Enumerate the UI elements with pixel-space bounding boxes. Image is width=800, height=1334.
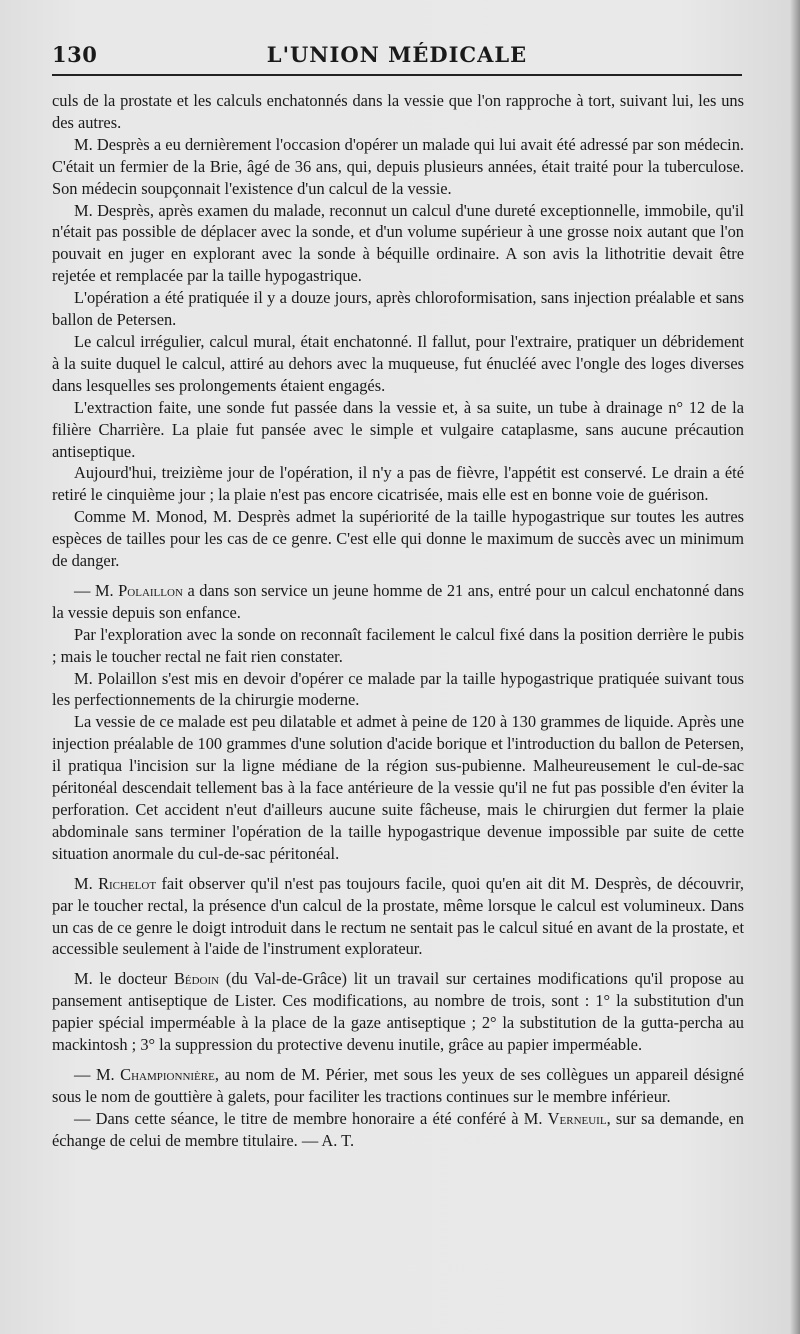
paragraph: — M. Polaillon a dans son service un jeune homme de 21 ans, entré pour un calcul enchatonné dans la vessie depuis son enfance. bbox=[52, 580, 744, 622]
speaker-name: Championnière bbox=[120, 1064, 215, 1084]
paragraph: M. Desprès a eu dernièrement l'occasion d'opérer un malade qui lui avait été adressé par son médecin. C'était un fermier de la Brie, âgé de 36 ans, qui, depuis plusieurs années, était traité pour la tuberculose. Son médecin soupçonnait l'existence d'un calcul de la vessie. bbox=[52, 134, 744, 198]
paragraph: M. Polaillon s'est mis en devoir d'opérer ce malade par la taille hypogastrique pratiquée suivant tous les perfectionnements de la chirurgie moderne. bbox=[52, 668, 744, 710]
paragraph: — M. Championnière, au nom de M. Périer, met sous les yeux de ses collègues un appareil désigné sous le nom de gouttière à galets, pour faciliter les tractions continues sur le membre inférieur. bbox=[52, 1064, 744, 1106]
paragraph: M. Richelot fait observer qu'il n'est pas toujours facile, quoi qu'en ait dit M. Desprès, de découvrir, par le toucher rectal, la présence d'un calcul de la prostate, même lorsque le calcul est volumineux. Dans un cas de ce genre le doigt introduit dans le rectum ne sentait pas le calcul situé en avant de la prostate, et accessible seulement à l'aide de l'instrument explorateur. bbox=[52, 873, 744, 959]
paragraph: culs de la prostate et les calculs enchatonnés dans la vessie que l'on rapproche à tort, suivant lui, les uns des autres. bbox=[52, 91, 744, 132]
paragraph: Le calcul irrégulier, calcul mural, était enchatonné. Il fallut, pour l'extraire, pratiquer un débridement à la suite duquel le calcul, attiré au dehors avec la muqueuse, fut énucléé avec l'ongle des loges diverses dans lesquelles ses prolongements étaient engagés. bbox=[52, 331, 744, 395]
paragraph: Comme M. Monod, M. Desprès admet la supériorité de la taille hypogastrique sur toutes les autres espèces de tailles pour les cas de ce genre. C'est elle qui donne le maximum de succès avec un minimum de danger. bbox=[52, 507, 744, 571]
paragraph: Par l'exploration avec la sonde on reconnaît facilement le calcul fixé dans la position derrière le pubis ; mais le toucher rectal ne fait rien constater. bbox=[52, 624, 744, 666]
speaker-name: Verneuil bbox=[547, 1108, 607, 1128]
speaker-name: Polaillon bbox=[118, 580, 183, 600]
paragraph: L'extraction faite, une sonde fut passée dans la vessie et, à sa suite, un tube à drainage n° 12 de la filière Charrière. La plaie fut pansée avec le simple et vulgaire cataplasme, sans aucune précaution antiseptique. bbox=[52, 397, 744, 461]
paragraph: — Dans cette séance, le titre de membre honoraire a été conféré à M. Verneuil, sur sa demande, en échange de celui de membre titulaire. — A. T. bbox=[52, 1108, 744, 1150]
header-rule bbox=[52, 74, 742, 76]
page-edge-shadow bbox=[790, 0, 800, 1334]
paragraph: M. Desprès, après examen du malade, reconnut un calcul d'une dureté exceptionnelle, immobile, qu'il n'était pas possible de déplacer avec la sonde, et d'un volume supérieur à une grosse noix autant que l'on pouvait en juger en explorant avec la sonde à béquille ordinaire. A son avis la lithotritie devait être rejetée et remplacée par la taille hypogastrique. bbox=[52, 200, 744, 286]
paragraph: M. le docteur Bédoin (du Val-de-Grâce) lit un travail sur certaines modifications qu'il propose au pansement antiseptique de Lister. Ces modifications, au nombre de trois, sont : 1° la substitution d'un papier spécial imperméable à la place de la gaze antiseptique ; 2° la substitution de la gutta-percha au mackintosh ; 3° la suppression du protective devenu inutile, grâce au papier imperméable. bbox=[52, 969, 744, 1055]
page-number: 130 bbox=[52, 42, 98, 67]
article-body bbox=[52, 90, 744, 1152]
page-header bbox=[52, 38, 742, 70]
running-title: L'UNION MÉDICALE bbox=[266, 42, 528, 67]
speaker-name: Bédoin bbox=[173, 969, 220, 989]
paragraph: Aujourd'hui, treizième jour de l'opération, il n'y a pas de fièvre, l'appétit est conservé. Le drain a été retiré le cinquième jour ; la plaie n'est pas encore cicatrisée, mais elle est en bonne voie de guérison. bbox=[52, 463, 744, 505]
paragraph: L'opération a été pratiquée il y a douze jours, après chloroformisation, sans injection préalable et sans ballon de Petersen. bbox=[52, 288, 744, 330]
paragraph: La vessie de ce malade est peu dilatable et admet à peine de 120 à 130 grammes de liquide. Après une injection préalable de 100 grammes d'une solution d'acide borique et l'introduction du ballon de Petersen, il pratiqua l'incision sur la ligne médiane de la région sus-pubienne. Malheureusement le cul-de-sac péritonéal descendait tellement bas à la face antérieure de la vessie qu'il ne fut pas possible d'en éviter la perforation. Cet accident n'eut d'ailleurs aucune suite fâcheuse, mais le chirurgien dut fermer la plaie abdominale sans terminer l'opération de la taille hypogastrique devenue impossible par suite de cette situation anormale du cul-de-sac péritonéal. bbox=[52, 712, 744, 863]
speaker-name: Richelot bbox=[98, 873, 157, 893]
